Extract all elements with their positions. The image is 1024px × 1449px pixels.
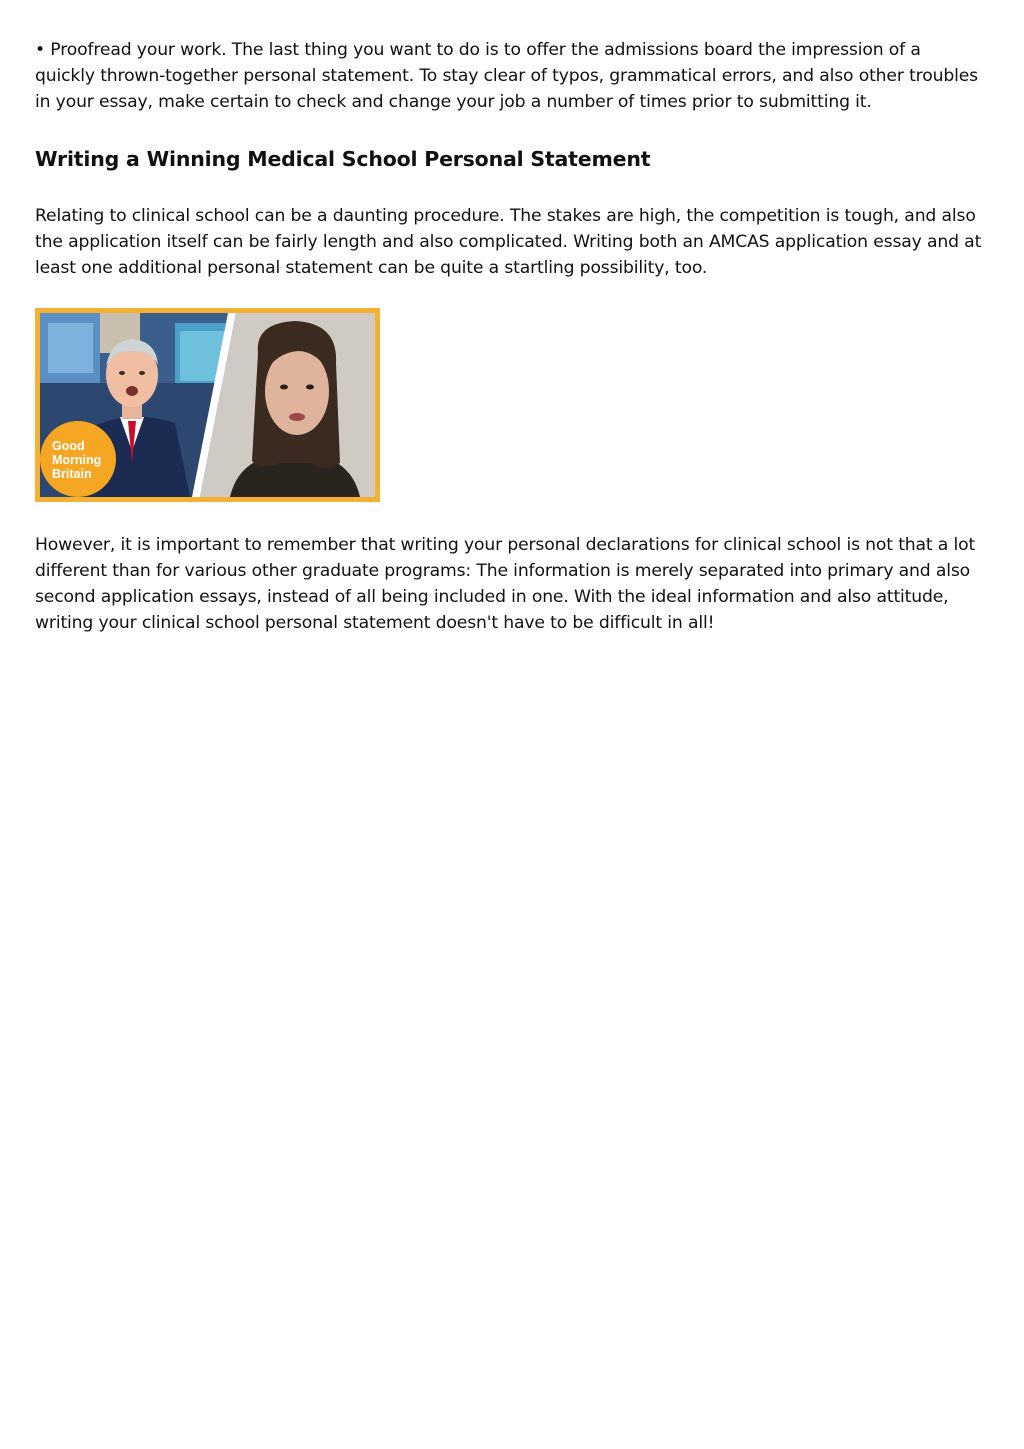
video-thumbnail-image <box>35 308 380 502</box>
tv-scene-illustration <box>40 313 375 497</box>
logo-text-line-1: Good <box>52 439 85 453</box>
paragraph-intro: Relating to clinical school can be a daunting procedure. The stakes are high, the competition is tough, and also the application itself can be fairly length and also complicated. Writing both an AMCAS application essay and at least one additional personal statement can be quite a startling possibility, too. <box>35 206 982 278</box>
logo-text-line-3: Britain <box>52 467 92 481</box>
thumbnail-frame <box>40 313 375 497</box>
section-heading: Writing a Winning Medical School Personal Statement <box>35 147 651 171</box>
studio-screen-inner <box>48 323 93 373</box>
paragraph-proofread: • Proofread your work. The last thing you want to do is to offer the admissions board the impression of a quickly thrown-together personal statement. To stay clear of typos, grammatical errors, and also other troubles in your essay, make certain to check and change your job a number of times prior to submitting it. <box>35 40 978 112</box>
paragraph-conclusion: However, it is important to remember that writing your personal declarations for clinical school is not that a lot different than for various other graduate programs: The information is merely separated into primary and also second application essays, instead of all being included in one. With the ideal information and also attitude, writing your clinical school personal statement doesn't have to be difficult in all! <box>35 535 976 633</box>
logo-text-line-2: Morning <box>52 453 102 467</box>
